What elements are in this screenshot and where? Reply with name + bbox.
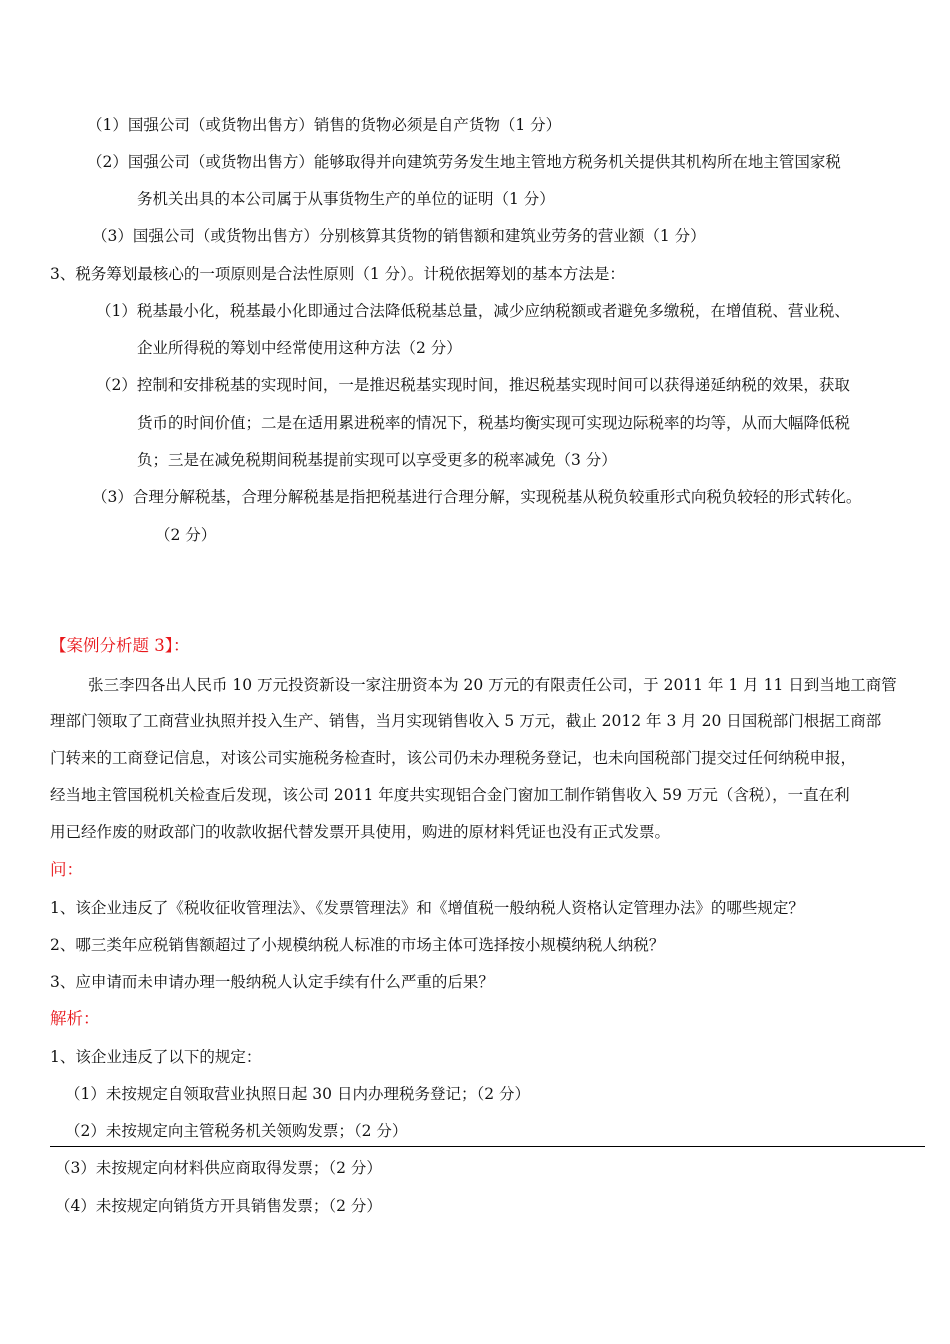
text-line: 3、税务筹划最核心的一项原则是合法性原则（1 分）。计税依据筹划的基本方法是： [50,265,625,283]
text-line: 货币的时间价值；二是在适用累进税率的情况下，税基均衡实现可实现边际税率的均等，从而大幅降低税 [137,414,851,432]
text-line: （2 分） [155,526,217,544]
question-item: 1、该企业违反了《税收征收管理法》、《发票管理法》和《增值税一般纳税人资格认定管理办法》的哪些规定？ [50,899,804,917]
case-text-line: 经当地主管国税机关检查后发现，该公司 2011 年度共实现铝合金门窗加工制作销售收入 59 万元（含税），一直在利 [50,786,850,804]
horizontal-divider [50,1146,925,1147]
case-text-line: 张三李四各出人民币 10 万元投资新设一家注册资本为 20 万元的有限责任公司，于 2011 年 1 月 11 日到当地工商管 [88,676,897,694]
answer-item: （1）未按规定自领取营业执照日起 30 日内办理税务登记；（2 分） [65,1085,530,1103]
text-line: 企业所得税的筹划中经常使用这种方法（2 分） [137,339,462,357]
answer-item: （3）未按规定向材料供应商取得发票；（2 分） [55,1159,382,1177]
text-line: 负；三是在减免税期间税基提前实现可以享受更多的税率减免（3 分） [137,451,617,469]
answer-item: （4）未按规定向销货方开具销售发票；（2 分） [55,1197,382,1215]
analysis-label: 解析： [50,1009,100,1028]
case-title: 【案例分析题 3】： [50,636,190,655]
answer-item: 1、该企业违反了以下的规定： [50,1048,262,1066]
case-text-line: 门转来的工商登记信息，对该公司实施税务检查时，该公司仍未办理税务登记，也未向国税部门提交过任何纳税申报， [50,749,857,767]
question-item: 3、应申请而未申请办理一般纳税人认定手续有什么严重的后果？ [50,973,494,991]
text-line: （3）国强公司（或货物出售方）分别核算其货物的销售额和建筑业劳务的营业额（1 分） [92,227,706,245]
text-line: （3）合理分解税基，合理分解税基是指把税基进行合理分解，实现税基从税负较重形式向税负较轻的形式转化。 [92,488,862,506]
case-text-line: 理部门领取了工商营业执照并投入生产、销售，当月实现销售收入 5 万元，截止 2012 年 3 月 20 日国税部门根据工商部 [50,712,882,730]
question-label: 问： [50,860,83,879]
answer-item: （2）未按规定向主管税务机关领购发票；（2 分） [65,1122,408,1140]
case-text-line: 用已经作废的财政部门的收款收据代替发票开具使用，购进的原材料凭证也没有正式发票。 [50,823,671,841]
text-line: 务机关出具的本公司属于从事货物生产的单位的证明（1 分） [137,190,555,208]
text-line: （2）国强公司（或货物出售方）能够取得并向建筑劳务发生地主管地方税务机关提供其机构所在地主管国家税 [87,153,841,171]
text-line: （2）控制和安排税基的实现时间，一是推迟税基实现时间，推迟税基实现时间可以获得递延纳税的效果，获取 [96,376,850,394]
text-line: （1）税基最小化，税基最小化即通过合法降低税基总量，减少应纳税额或者避免多缴税，在增值税、营业税、 [96,302,850,320]
text-line: （1）国强公司（或货物出售方）销售的货物必须是自产货物（1 分） [87,116,562,134]
question-item: 2、哪三类年应税销售额超过了小规模纳税人标准的市场主体可选择按小规模纳税人纳税？ [50,936,665,954]
